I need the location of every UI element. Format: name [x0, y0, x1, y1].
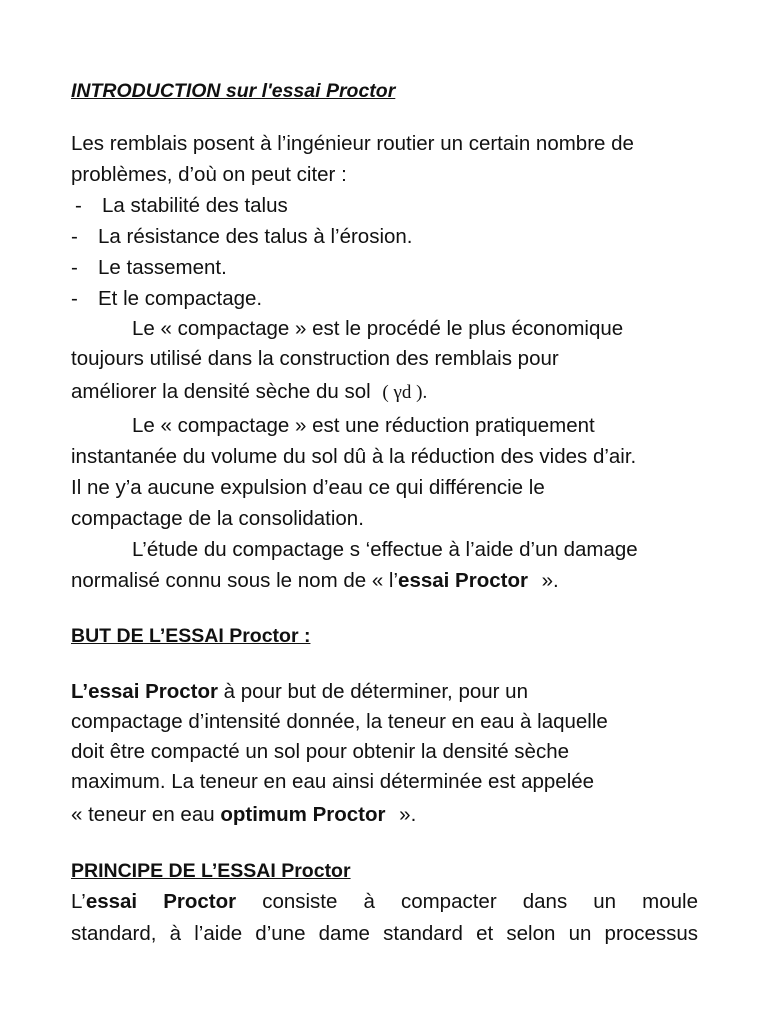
list-item [71, 253, 227, 283]
optimum-proctor-term: optimum Proctor [220, 803, 386, 826]
essai-proctor-term: L’essai Proctor [71, 680, 218, 703]
reduction-paragraph-line: compactage de la consolidation. [71, 507, 364, 530]
list-dash: - [71, 225, 78, 248]
intro-paragraph-line: Les remblais posent à l’ingénieur routier un certain nombre de [71, 132, 634, 155]
dry-density-symbol: ( γd ). [382, 382, 428, 403]
goal-text: à pour but de déterminer, pour un [217, 680, 528, 703]
principle-paragraph-line [71, 887, 698, 917]
list-item-text: La résistance des talus à l’érosion. [98, 225, 413, 248]
compaction-paragraph-line: Le « compactage » est le procédé le plus économique [132, 317, 624, 340]
goal-paragraph-line [71, 800, 416, 830]
principle-heading: PRINCIPE DE L’ESSAI Proctor [71, 860, 351, 882]
study-text: normalisé connu sous le nom de « l’ [71, 569, 399, 592]
list-item [75, 191, 288, 221]
list-item-text: Et le compactage. [98, 287, 263, 310]
principle-text: L’ [71, 890, 86, 913]
goal-heading: BUT DE L’ESSAI Proctor : [71, 625, 311, 647]
list-item-text: Le tassement. [98, 256, 227, 279]
list-dash: - [71, 256, 78, 279]
goal-paragraph-line [71, 677, 528, 707]
principle-paragraph-line: standard, à l’aide d’une dame standard et selon un processus [71, 922, 698, 945]
list-item-text: La stabilité des talus [102, 194, 288, 217]
goal-text-end: ». [393, 803, 417, 826]
compaction-paragraph-line: toujours utilisé dans la construction des remblais pour [71, 347, 559, 370]
list-item [71, 284, 262, 314]
compaction-paragraph-line [71, 377, 427, 408]
list-dash: - [71, 287, 78, 310]
reduction-paragraph-line: instantanée du volume du sol dû à la réduction des vides d’air. [71, 445, 637, 468]
goal-text: « teneur en eau [71, 803, 221, 826]
essai-proctor-term: essai Proctor [85, 890, 237, 913]
study-text-end: ». [535, 569, 559, 592]
intro-title: INTRODUCTION sur l'essai Proctor [71, 80, 396, 102]
list-dash: - [75, 194, 82, 217]
reduction-paragraph-line: Il ne y’a aucune expulsion d’eau ce qui différencie le [71, 476, 545, 499]
goal-paragraph-line: maximum. La teneur en eau ainsi déterminée est appelée [71, 770, 595, 793]
list-item [71, 222, 413, 252]
principle-text: consiste à compacter dans un moule [236, 890, 698, 913]
intro-paragraph-line: problèmes, d’où on peut citer : [71, 163, 347, 186]
goal-paragraph-line: doit être compacté un sol pour obtenir la densité sèche [71, 740, 569, 763]
study-paragraph-line [71, 566, 559, 596]
reduction-paragraph-line: Le « compactage » est une réduction pratiquement [132, 414, 595, 437]
density-text: améliorer la densité sèche du sol [71, 380, 371, 403]
goal-paragraph-line: compactage d’intensité donnée, la teneur en eau à laquelle [71, 710, 608, 733]
study-paragraph-line: L’étude du compactage s ‘effectue à l’aide d’un damage [132, 538, 638, 561]
essai-proctor-term: essai Proctor [398, 569, 528, 592]
